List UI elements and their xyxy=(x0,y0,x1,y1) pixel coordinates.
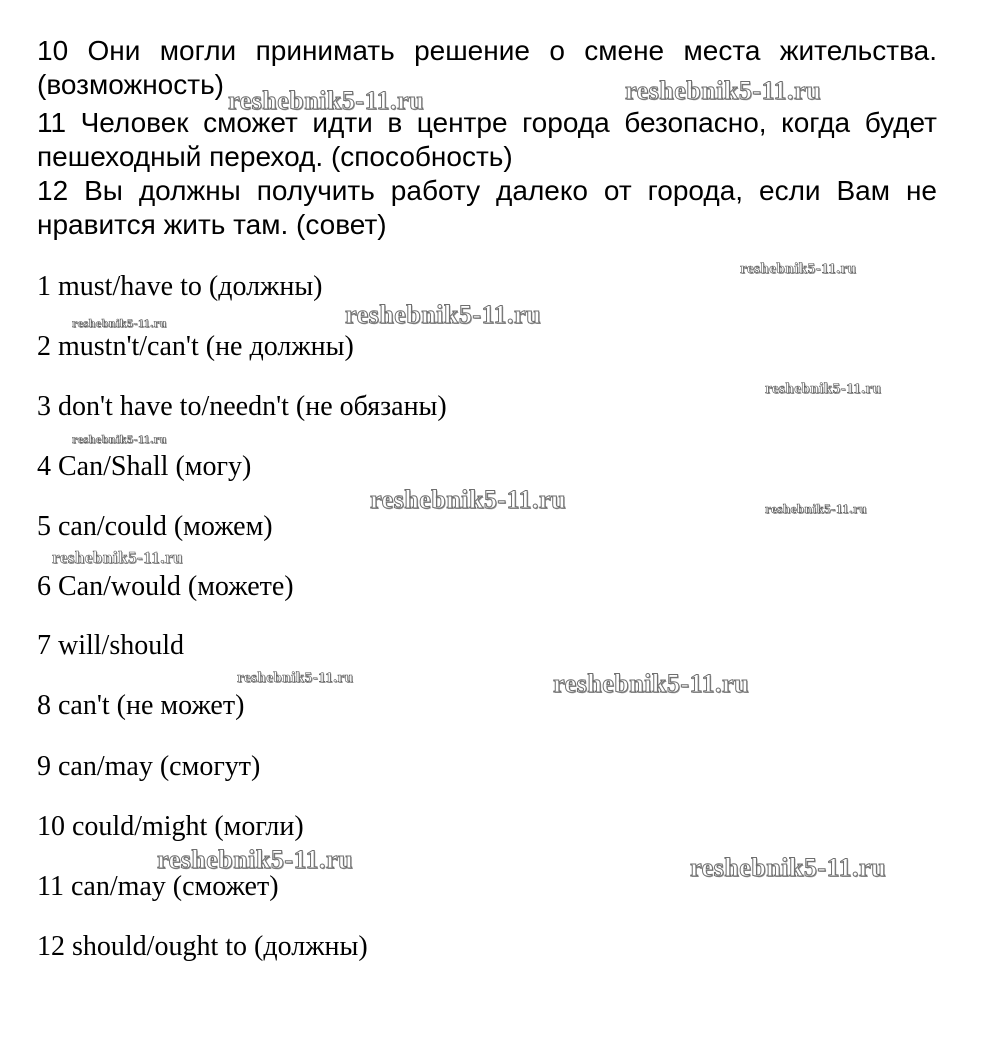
watermark: reshebnik5-11.ru xyxy=(370,485,567,514)
answer-5: 5 can/could (можем) xyxy=(37,511,273,542)
watermark: reshebnik5-11.ru xyxy=(157,845,354,874)
answer-7: 7 will/should xyxy=(37,630,185,661)
watermark: reshebnik5-11.ru xyxy=(228,86,425,115)
watermark: reshebnik5-11.ru xyxy=(625,76,822,105)
answer-9: 9 can/may (смогут) xyxy=(37,751,261,782)
answer-4: 4 Can/Shall (могу) xyxy=(37,451,252,482)
watermark: reshebnik5-11.ru xyxy=(72,432,167,446)
sentence-11: 11 Человек сможет идти в центре города безопасно, когда будет пешеходный переход. (способность) xyxy=(37,107,937,172)
watermark: reshebnik5-11.ru xyxy=(237,670,354,686)
answer-2: 2 mustn't/can't (не должны) xyxy=(37,331,354,362)
sentence-12: 12 Вы должны получить работу далеко от города, если Вам не нравится жить там. (совет) xyxy=(37,175,937,240)
watermark: reshebnik5-11.ru xyxy=(765,381,882,397)
answer-3: 3 don't have to/needn't (не обязаны) xyxy=(37,391,447,422)
answer-12: 12 should/ought to (должны) xyxy=(37,931,368,962)
answer-1: 1 must/have to (должны) xyxy=(37,271,323,302)
answer-6: 6 Can/would (можете) xyxy=(37,571,294,602)
watermark: reshebnik5-11.ru xyxy=(765,501,868,516)
watermark: reshebnik5-11.ru xyxy=(553,669,750,698)
watermark: reshebnik5-11.ru xyxy=(52,548,183,567)
watermark: reshebnik5-11.ru xyxy=(72,316,167,330)
answer-8: 8 can't (не может) xyxy=(37,690,245,721)
watermark: reshebnik5-11.ru xyxy=(740,261,857,277)
sentence-10: 10 Они могли принимать решение о смене места жительства. (возможность) xyxy=(37,35,937,100)
answer-11: 11 can/may (сможет) xyxy=(37,871,279,902)
watermark: reshebnik5-11.ru xyxy=(345,300,542,329)
answer-10: 10 could/might (могли) xyxy=(37,811,304,842)
watermark: reshebnik5-11.ru xyxy=(690,853,887,882)
